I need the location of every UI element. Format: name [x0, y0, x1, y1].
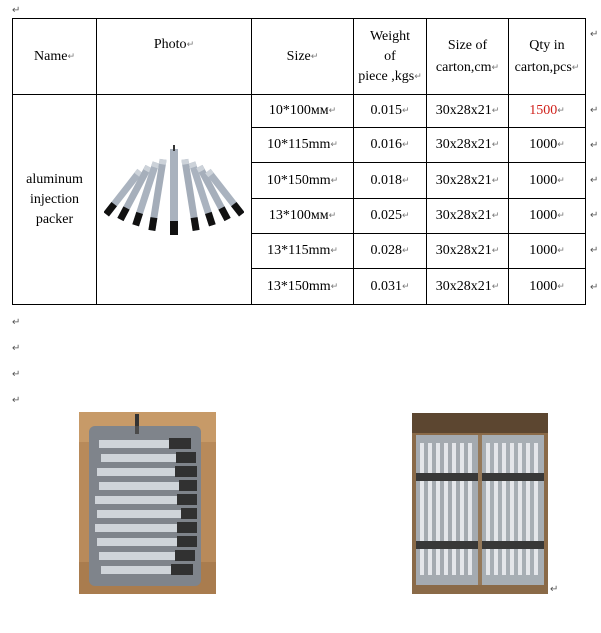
weight-value: 0.016 [370, 137, 402, 152]
qty-value-highlighted: 1500 [529, 103, 558, 118]
packaged-bundle-photo [79, 412, 216, 594]
qty-value: 1000 [529, 208, 558, 223]
packer-group [104, 145, 244, 235]
carton-value: 30x28x21 [435, 208, 492, 223]
paragraph-mark: ↵ [330, 175, 339, 186]
size-value: 13*150mm [266, 278, 331, 294]
paragraph-mark: ↵ [186, 40, 195, 50]
paragraph-mark: ↵ [328, 211, 337, 221]
paragraph-mark: ↵ [491, 211, 500, 221]
paragraph-mark: ↵ [590, 210, 599, 221]
paragraph-mark: ↵ [12, 5, 21, 16]
carton-cell [427, 95, 509, 128]
header-weight-line2: of [384, 48, 396, 64]
qty-cell [509, 95, 586, 128]
paragraph-mark: ↵ [330, 246, 338, 256]
header-weight [354, 19, 427, 95]
paragraph-mark: ↵ [401, 246, 410, 256]
size-cell [252, 234, 354, 269]
carton-packing-photo [412, 413, 548, 594]
paragraph-mark: ↵ [491, 106, 500, 116]
qty-value: 1000 [529, 137, 558, 152]
header-weight-line1: Weight [369, 28, 411, 44]
paragraph-mark: ↵ [491, 246, 500, 256]
header-carton-line1: Size of [447, 37, 488, 53]
header-carton [427, 19, 509, 95]
carton-cell [427, 128, 509, 163]
weight-cell [354, 199, 427, 234]
paragraph-mark: ↵ [414, 71, 422, 82]
header-photo [97, 19, 252, 95]
product-name-cell [13, 95, 97, 305]
paragraph-mark: ↵ [12, 395, 21, 406]
paragraph-mark: ↵ [590, 105, 599, 116]
paragraph-mark: ↵ [491, 175, 500, 186]
paragraph-mark: ↵ [590, 140, 599, 151]
carton-cell [427, 234, 509, 269]
carton-value: 30x28x21 [435, 172, 492, 188]
carton-cell [427, 269, 509, 305]
paragraph-mark: ↵ [401, 281, 410, 292]
size-cell [252, 269, 354, 305]
paragraph-mark: ↵ [550, 584, 559, 595]
size-cell [252, 199, 354, 234]
paragraph-mark: ↵ [557, 106, 565, 116]
weight-cell [354, 234, 427, 269]
carton-value: 30x28x21 [435, 243, 492, 258]
product-name-line: packer [35, 211, 74, 227]
carton-value: 30x28x21 [435, 137, 492, 152]
carton-cell [427, 199, 509, 234]
size-value: 13*100мм [268, 208, 329, 223]
paragraph-mark: ↵ [590, 29, 599, 40]
paragraph-mark: ↵ [491, 140, 500, 150]
paragraph-mark: ↵ [491, 62, 500, 73]
carton-cell [427, 163, 509, 199]
paragraph-mark: ↵ [571, 62, 580, 73]
qty-value: 1000 [529, 172, 558, 188]
weight-cell [354, 95, 427, 128]
product-name-line: injection [30, 191, 79, 207]
size-cell [252, 128, 354, 163]
size-value: 10*115mm [267, 137, 331, 152]
header-photo-label: Photo [153, 37, 187, 52]
product-photo-cell [97, 95, 252, 305]
table-row [13, 95, 586, 128]
paragraph-mark: ↵ [590, 282, 599, 293]
product-spec-table [12, 18, 586, 305]
header-name [13, 19, 97, 95]
weight-value: 0.018 [370, 172, 402, 188]
size-value: 10*150mm [266, 172, 331, 188]
paragraph-mark: ↵ [557, 281, 565, 292]
qty-value: 1000 [529, 278, 558, 294]
weight-value: 0.031 [370, 278, 402, 294]
qty-value: 1000 [529, 243, 558, 258]
size-value: 13*115mm [267, 243, 331, 258]
qty-cell [509, 234, 586, 269]
weight-value: 0.015 [370, 103, 402, 118]
size-cell [252, 95, 354, 128]
product-name-line: aluminum [26, 171, 83, 187]
size-value: 10*100мм [268, 103, 329, 118]
paragraph-mark: ↵ [557, 140, 565, 150]
paragraph-mark: ↵ [590, 175, 599, 186]
header-weight-line3: piece ,kgs [358, 68, 415, 84]
header-qty-line1: Qty in [529, 37, 565, 53]
weight-cell [354, 128, 427, 163]
weight-value: 0.025 [370, 208, 402, 223]
header-size-label: Size [286, 48, 311, 64]
carton-value: 30x28x21 [435, 103, 492, 118]
header-size [252, 19, 354, 95]
qty-cell [509, 163, 586, 199]
paragraph-mark: ↵ [12, 369, 21, 380]
paragraph-mark: ↵ [401, 175, 410, 186]
injection-packer-photo [104, 145, 244, 255]
carton-value: 30x28x21 [435, 278, 492, 294]
paragraph-mark: ↵ [590, 245, 599, 256]
paragraph-mark: ↵ [557, 175, 565, 186]
header-row [13, 19, 586, 95]
paragraph-mark: ↵ [491, 281, 500, 292]
paragraph-mark: ↵ [67, 51, 75, 62]
qty-cell [509, 269, 586, 305]
paragraph-mark: ↵ [557, 211, 565, 221]
header-name-label: Name [34, 48, 68, 64]
weight-cell [354, 163, 427, 199]
paragraph-mark: ↵ [401, 106, 410, 116]
paragraph-mark: ↵ [12, 317, 21, 328]
paragraph-mark: ↵ [401, 140, 410, 150]
weight-cell [354, 269, 427, 305]
paragraph-mark: ↵ [401, 211, 410, 221]
qty-cell [509, 128, 586, 163]
paragraph-mark: ↵ [328, 106, 337, 116]
header-carton-line2: carton,cm [435, 59, 492, 75]
size-cell [252, 163, 354, 199]
qty-cell [509, 199, 586, 234]
weight-value: 0.028 [370, 243, 402, 258]
paragraph-mark: ↵ [330, 281, 339, 292]
header-qty [509, 19, 586, 95]
paragraph-mark: ↵ [12, 343, 21, 354]
paragraph-mark: ↵ [310, 51, 319, 62]
paragraph-mark: ↵ [330, 140, 338, 150]
paragraph-mark: ↵ [557, 246, 565, 256]
header-qty-line2: carton,pcs [514, 59, 572, 75]
